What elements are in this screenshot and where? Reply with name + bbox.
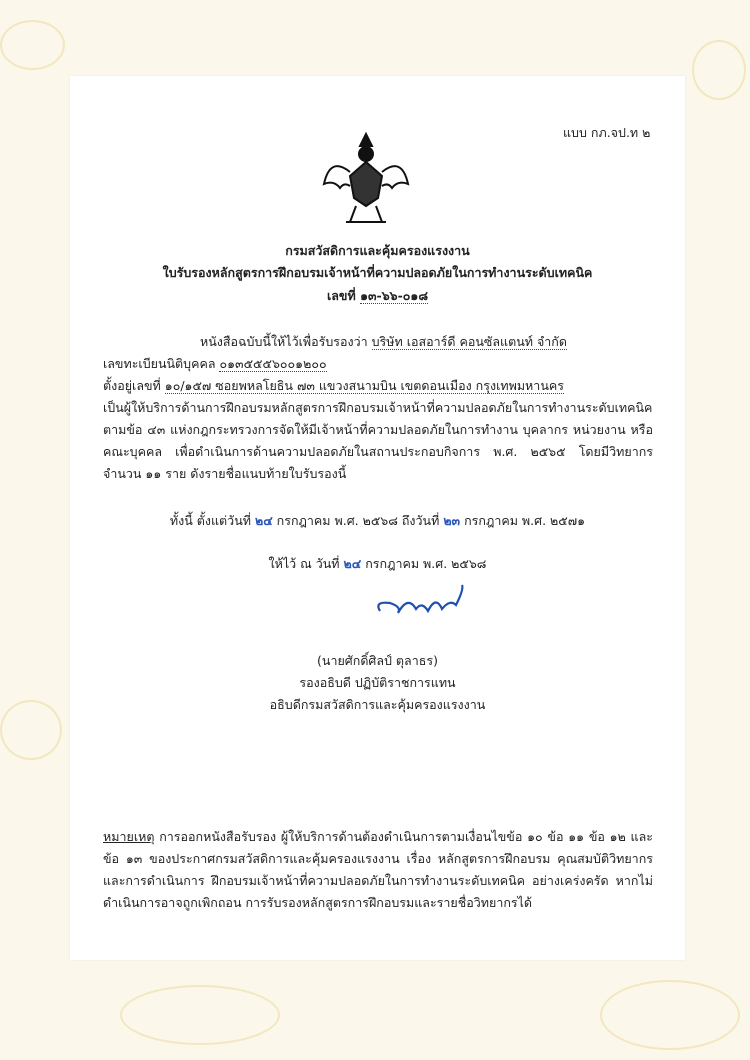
cloud-ornament [600, 980, 740, 1050]
issued-prefix: ให้ไว้ ณ วันที่ [268, 556, 340, 571]
registration-number: ๐๑๓๕๕๕๖๐๐๑๒๐๐ [219, 356, 327, 371]
signatory-position: รองอธิบดี ปฏิบัติราชการแทน [299, 675, 456, 690]
cloud-ornament [0, 700, 62, 760]
address-value: ๑๐/๑๕๗ ซอยพหลโยธิน ๗๓ แขวงสนามบิน เขตดอนเมือง กรุงเทพมหานคร [164, 378, 564, 393]
company-name: บริษัท เอสอาร์ดี คอนซัลแตนท์ จำกัด [371, 334, 567, 349]
certificate-title: ใบรับรองหลักสูตรการฝึกอบรมเจ้าหน้าที่ความปลอดภัยในการทำงานระดับเทคนิค [162, 265, 593, 280]
start-rest: กรกฎาคม พ.ศ. ๒๕๖๘ ถึงวันที่ [276, 513, 440, 528]
registration-line [103, 355, 653, 373]
registration-label: เลขทะเบียนนิติบุคคล [103, 356, 216, 371]
address-label: ตั้งอยู่เลขที่ [103, 378, 161, 393]
company-line [200, 333, 655, 351]
cloud-ornament [0, 20, 65, 70]
issue-date [90, 555, 665, 573]
signatory-authority: อธิบดีกรมสวัสดิการและคุ้มครองแรงงาน [269, 697, 486, 712]
cloud-ornament [120, 985, 280, 1045]
address-line [103, 377, 653, 395]
signature [372, 581, 472, 621]
agency-name: กรมสวัสดิการและคุ้มครองแรงงาน [285, 243, 470, 258]
end-rest: กรกฎาคม พ.ศ. ๒๕๗๑ [464, 513, 586, 528]
certificate-page [70, 76, 685, 960]
remark-text: การออกหนังสือรับรอง ผู้ให้บริการด้านต้องดำเนินการตามเงื่อนไขข้อ ๑๐ ข้อ ๑๑ ข้อ ๑๒ และข้อ ๑๓ ของประกาศกรมสวัสดิการและคุ้มครองแรงงาน เรื่อง หลักสูตรการฝึกอบรม คุณสมบัติวิทยากร และการดำเนินการ ฝึกอบรมเจ้าหน้าที่ความปลอดภัยในการทำงานระดับเทคนิค อย่างเคร่งครัด หากไม่ดำเนินการอาจถูกเพิกถอน การรับรองหลักสูตรการฝึกอบรมและรายชื่อวิทยากรได้ [103, 829, 653, 910]
end-day: ๒๓ [443, 513, 461, 528]
intro-label: หนังสือฉบับนี้ให้ไว้เพื่อรับรองว่า [200, 334, 368, 349]
number-value: ๑๓-๖๖-๐๑๘ [360, 288, 428, 303]
remark-label: หมายเหตุ [103, 829, 155, 844]
validity-period [90, 512, 665, 530]
signatory-name: (นายศักดิ์ศิลป์ ตุลาธร) [317, 653, 438, 668]
certificate-number [90, 287, 665, 305]
form-code: แบบ กภ.จป.ท ๒ [563, 125, 651, 140]
number-label: เลขที่ [326, 288, 356, 303]
issued-rest: กรกฎาคม พ.ศ. ๒๕๖๘ [365, 556, 487, 571]
certification-paragraph: เป็นผู้ให้บริการด้านการฝึกอบรมหลักสูตรการฝึกอบรมเจ้าหน้าที่ความปลอดภัยในการทำงานระดับเทคนิค ตามข้อ ๔๓ แห่งกฎกระทรวงการจัดให้มีเจ้าหน้าที่ความปลอดภัยในการทำงาน บุคลากร หน่วยงาน หรือคณะบุคคล เพื่อดำเนินการด้านความปลอดภัยในสถานประกอบกิจการ พ.ศ. ๒๕๖๕ โดยมีวิทยากร จำนวน ๑๑ ราย ดังรายชื่อแนบท้ายใบรับรองนี้ [103, 400, 653, 481]
issued-day: ๒๔ [343, 556, 362, 571]
start-day: ๒๔ [254, 513, 273, 528]
remark [103, 826, 653, 914]
garuda-emblem-icon [320, 126, 412, 226]
cloud-ornament [692, 40, 746, 100]
validity-prefix: ทั้งนี้ ตั้งแต่วันที่ [169, 513, 251, 528]
